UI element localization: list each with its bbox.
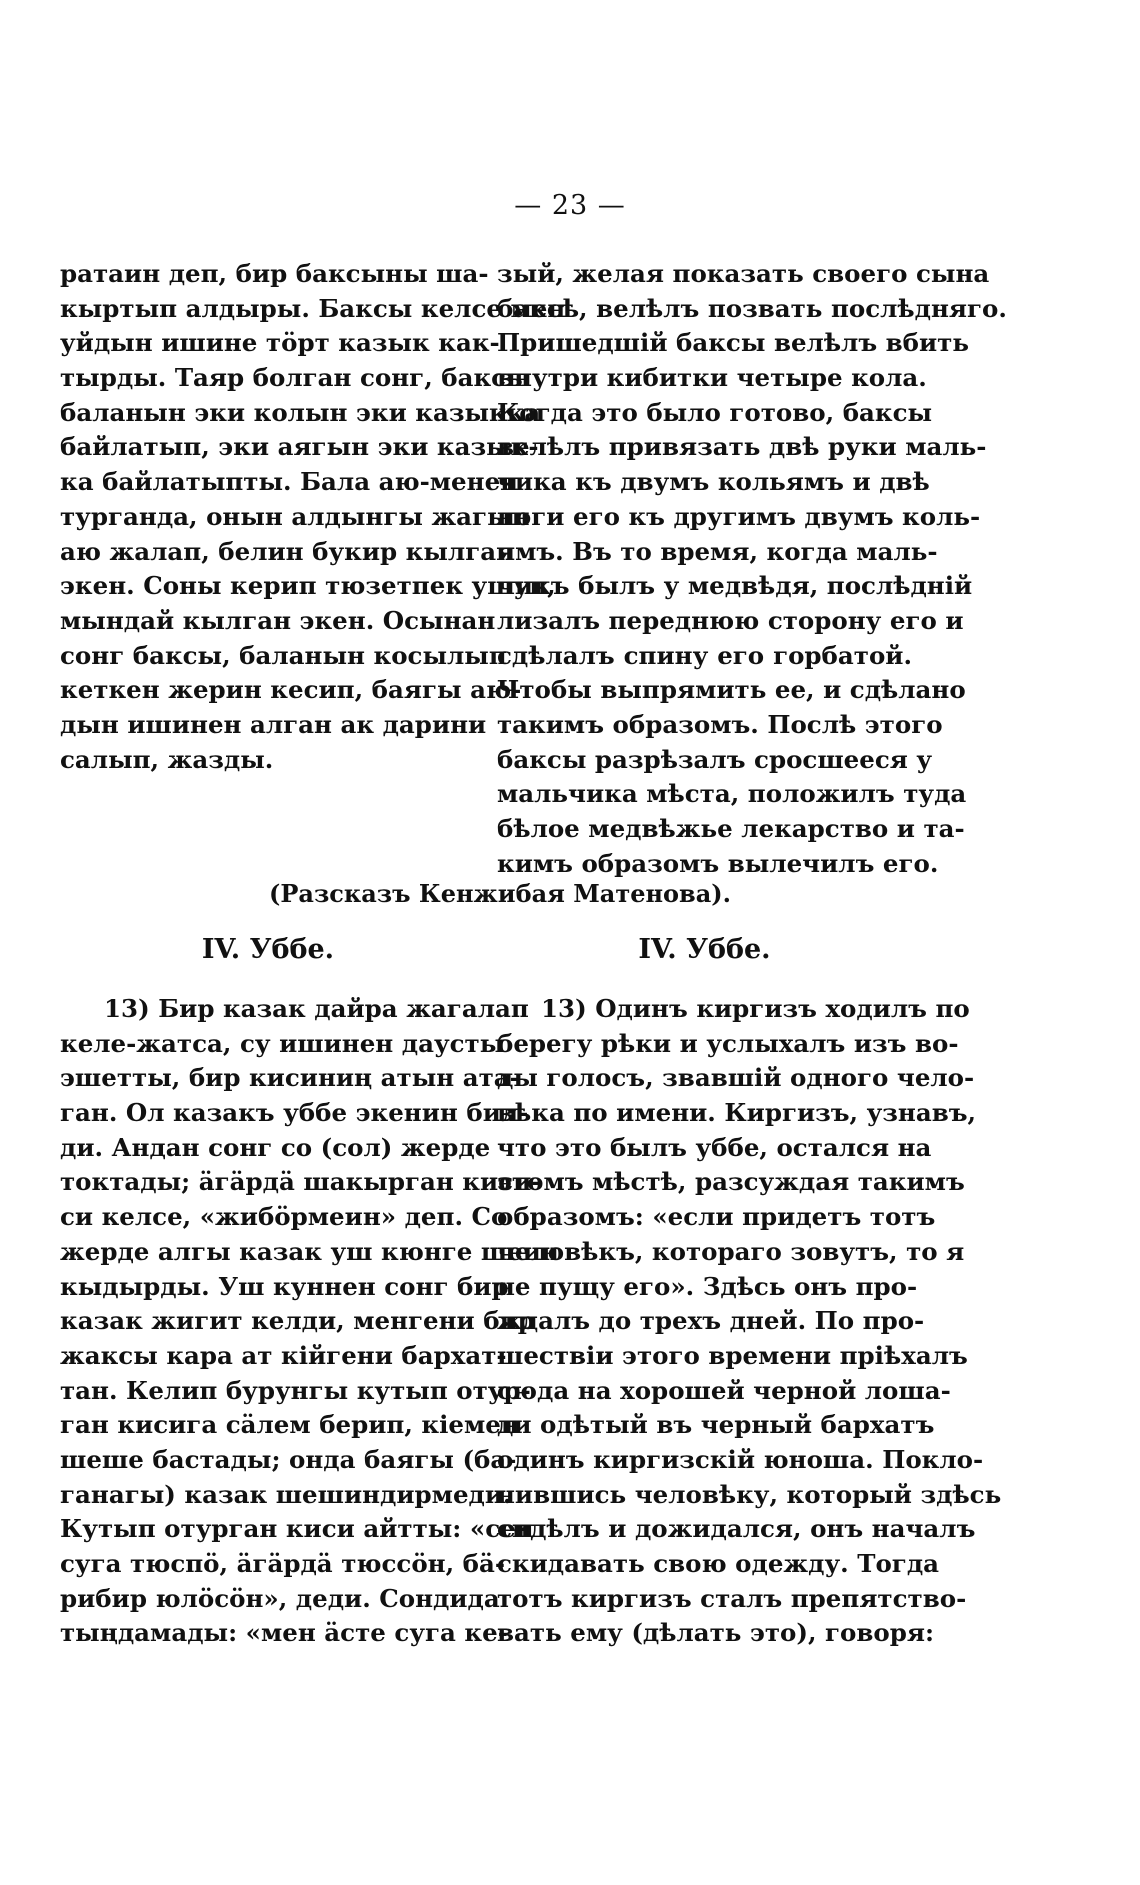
text-line: что это былъ уббе, остался на	[497, 1132, 932, 1162]
text-line: берегу рѣки и услыхалъ изъ во-	[497, 1028, 959, 1058]
text-line: одинъ киргизскій юноша. Покло-	[497, 1444, 984, 1474]
text-line: Пришедшій баксы велѣлъ вбить	[497, 328, 969, 358]
text-line: ды голосъ, звавшій одного чело-	[497, 1063, 975, 1093]
text-line: казак жигит келди, менгени бир	[60, 1306, 535, 1336]
text-line: сонг баксы, баланын косылып	[60, 640, 507, 670]
text-line: шествіи этого времени пріѣхалъ	[497, 1340, 968, 1370]
text-line: Когда это было готово, баксы	[497, 397, 933, 427]
top-right-column	[497, 257, 1007, 881]
text-line: скидавать свою одежду. Тогда	[497, 1549, 940, 1578]
text-line: ди одѣтый въ черный бархатъ	[497, 1410, 935, 1440]
text-line: Чтобы выпрямить ее, и сдѣлано	[497, 675, 966, 705]
text-line: жаксы кара ат кiйгени бархат-	[60, 1340, 507, 1370]
text-line: кимъ образомъ вылечилъ его.	[497, 848, 939, 878]
text-line: 13) Бир казак дайра жагалап	[104, 994, 529, 1023]
page-number: — 23 —	[514, 190, 626, 221]
text-line: чика къ двумъ кольямъ и двѣ	[497, 467, 930, 497]
text-line: рибир юлöсöн», деди. Сондида	[60, 1583, 500, 1613]
text-line: ганагы) казак шешиндирмеди.	[60, 1479, 512, 1509]
text-line: образомъ: «если придетъ тотъ	[497, 1202, 936, 1232]
text-line: человѣкъ, котораго зовутъ, то я	[497, 1236, 965, 1266]
text-line: келе-жатса, су ишинен даусты	[60, 1028, 505, 1058]
text-line: баланын эки колын эки казыкка	[60, 397, 541, 427]
text-line: зый, желая показать своего сына	[497, 259, 990, 288]
text-line: экен. Соны керип тюзетпек ушун,	[60, 571, 556, 601]
text-line: Кутып отурган киси айтты: «сен	[60, 1514, 534, 1544]
text-line: велѣлъ привязать двѣ руки маль-	[497, 432, 987, 462]
text-line: аю жалап, белин букир кылган	[60, 536, 515, 566]
section-heading-right: IV. Уббе.	[638, 934, 771, 965]
text-line: суга тюспö, äгäрдä тюссöн, бä-	[60, 1549, 506, 1578]
text-line: сидѣлъ и дожидался, онъ началъ	[497, 1514, 976, 1544]
text-line: ган кисига сäлем берип, кiемен	[60, 1410, 519, 1440]
text-line: нившись человѣку, который здѣсь	[497, 1479, 1002, 1509]
text-line: жерде алгы казак уш кюнге шеин	[60, 1236, 559, 1266]
text-line: тыңдамады: «мен äсте суга ке-	[60, 1618, 508, 1648]
text-line: ган. Ол казакъ уббе экенин бил-	[60, 1098, 529, 1128]
text-line: ди. Андан сонг со (сол) жерде	[60, 1132, 491, 1162]
text-line: турганда, онын алдынгы жагын	[60, 501, 530, 531]
bottom-right-column	[497, 992, 1002, 1651]
text-line: сдѣлалъ спину его горбатой.	[497, 640, 912, 670]
text-line: баксѣ, велѣлъ позвать послѣдняго.	[497, 293, 1007, 323]
text-line: токтады; äгäрдä шакырган киси-	[60, 1167, 542, 1197]
text-line: ка байлатыпты. Бала аю-менен	[60, 467, 519, 497]
text-line: тотъ киргизъ сталъ препятство-	[497, 1583, 967, 1613]
text-line: лизалъ переднюю сторону его и	[497, 605, 964, 635]
text-line: салып, жазды.	[60, 744, 274, 774]
text-line: этомъ мѣстѣ, разсуждая такимъ	[497, 1167, 965, 1197]
text-line: бѣлое медвѣжье лекарство и та-	[497, 814, 965, 843]
text-line: баксы разрѣзалъ сросшееся у	[497, 744, 933, 774]
text-line: шеше бастады; онда баягы (ба-	[60, 1444, 517, 1474]
text-line: не пущу его». Здѣсь онъ про-	[497, 1271, 918, 1301]
text-line: мындай кылган экен. Осынан	[60, 605, 496, 635]
text-line: тан. Келип бурунгы кутып отур-	[60, 1375, 531, 1405]
text-line: чикъ былъ у медвѣдя, послѣдній	[497, 571, 973, 601]
top-left-column	[60, 257, 566, 777]
text-line: кеткен жерин кесип, баягы аю-	[60, 675, 522, 705]
text-line: 13) Одинъ киргизъ ходилъ по	[541, 994, 970, 1023]
text-line: сюда на хорошей черной лоша-	[497, 1375, 951, 1405]
text-line: внутри кибитки четыре кола.	[497, 363, 927, 393]
text-line: си келсе, «жибöрмеин» деп. Со	[60, 1202, 508, 1232]
text-line: ждалъ до трехъ дней. По про-	[497, 1306, 925, 1336]
text-line: ямъ. Въ то время, когда маль-	[497, 536, 938, 566]
text-line: ноги его къ другимъ двумъ коль-	[497, 501, 981, 531]
text-line: вѣка по имени. Киргизъ, узнавъ,	[497, 1098, 977, 1128]
section-heading-left: IV. Уббе.	[201, 934, 335, 965]
text-line: тырды. Таяр болган сонг, баксы	[60, 363, 531, 393]
text-line: дын ишинен алган ак дарини	[60, 709, 487, 739]
text-line: кыртып алдыры. Баксы келсе мен	[60, 293, 566, 323]
text-line: байлатып, эки аягын эки казык-	[60, 432, 539, 462]
story-attribution: (Разсказъ Кенжибая Матенова).	[269, 879, 731, 908]
text-line: мальчика мѣста, положилъ туда	[497, 779, 967, 809]
text-line: вать ему (дѣлать это), говоря:	[497, 1618, 935, 1648]
text-line: кыдырды. Уш куннен сонг бир	[60, 1271, 509, 1301]
text-line: такимъ образомъ. Послѣ этого	[497, 709, 943, 739]
text-line: уйдын ишине тöрт казык как-	[60, 328, 500, 358]
bottom-left-column	[60, 992, 559, 1651]
text-line: эшетты, бир кисиниң атын ата-	[60, 1063, 520, 1093]
text-line: ратаин деп, бир баксыны ша-	[60, 259, 489, 288]
